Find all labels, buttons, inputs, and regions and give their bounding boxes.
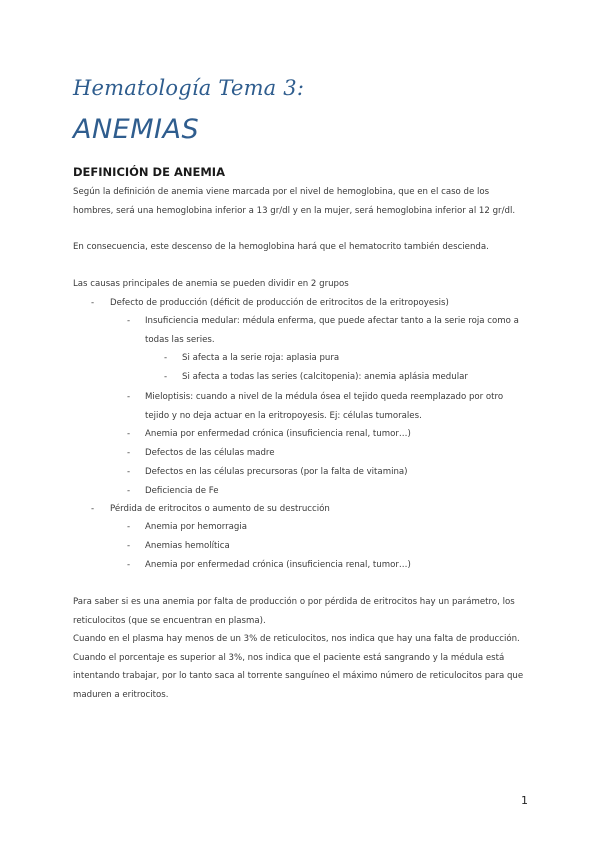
list-bullet: - bbox=[164, 353, 168, 363]
paragraph-consequence: En consecuencia, este descenso de la hemoglobina hará que el hematocrito también descienda. bbox=[73, 242, 489, 252]
list-bullet: - bbox=[127, 429, 131, 439]
list-item: Si afecta a la serie roja: aplasia pura bbox=[182, 353, 340, 363]
paragraph-reticulocytes: Para saber si es una anemia por falta de producción o por pérdida de eritrocitos hay un parámetro, los reticulocitos (que se encuentran en plasma). bbox=[73, 597, 515, 626]
list-item: Defectos en las células precursoras (por la falta de vitamina) bbox=[145, 467, 408, 477]
paragraph-percentage: Cuando en el plasma hay menos de un 3% de reticulocitos, nos indica que hay una falta de producción. Cuando el porcentaje es superior al 3%, nos indica que el paciente está sangrando y la médula está intentando trabajar, por lo tanto saca al torrente sanguíneo el máximo número de reticulocitos para que maduren a eritrocitos. bbox=[73, 634, 524, 700]
list-item: Anemias hemolítica bbox=[145, 541, 230, 551]
section-heading: DEFINICIÓN DE ANEMIA bbox=[73, 165, 225, 179]
list-item: Mieloptisis: cuando a nivel de la médula ósea el tejido queda reemplazado por otro tejido y no deja actuar en la eritropoyesis. Ej: células tumorales. bbox=[145, 392, 504, 421]
page-number: 1 bbox=[521, 794, 528, 807]
list-bullet: - bbox=[127, 541, 131, 551]
list-item: Insuficiencia medular: médula enferma, que puede afectar tanto a la serie roja como a todas las series. bbox=[145, 316, 519, 345]
list-item: Anemia por enfermedad crónica (insuficiencia renal, tumor…) bbox=[145, 429, 411, 439]
list-bullet: - bbox=[127, 467, 131, 477]
list-bullet: - bbox=[127, 448, 131, 458]
list-item: Defectos de las células madre bbox=[145, 448, 275, 458]
document-title: Hematología Tema 3: bbox=[73, 76, 305, 100]
list-bullet: - bbox=[164, 372, 168, 382]
list-bullet: - bbox=[127, 316, 131, 326]
list-bullet: - bbox=[91, 298, 95, 308]
paragraph-causes-intro: Las causas principales de anemia se pueden dividir en 2 grupos bbox=[73, 279, 349, 289]
document-subtitle: ANEMIAS bbox=[73, 114, 200, 145]
list-item: Anemia por hemorragia bbox=[145, 522, 248, 532]
list-bullet: - bbox=[127, 522, 131, 532]
list-item: Anemia por enfermedad crónica (insuficiencia renal, tumor…) bbox=[145, 560, 411, 570]
list-item-group1: Defecto de producción (déficit de producción de eritrocitos de la eritropoyesis) bbox=[110, 298, 449, 308]
list-item: Si afecta a todas las series (calcitopenia): anemia aplásia medular bbox=[182, 372, 468, 382]
paragraph-definition: Según la definición de anemia viene marcada por el nivel de hemoglobina, que en el caso de los hombres, será una hemoglobina inferior a 13 gr/dl y en la mujer, será hemoglobina inferior al 12 gr/dl. bbox=[73, 187, 516, 216]
list-bullet: - bbox=[91, 504, 95, 514]
list-item-group2: Pérdida de eritrocitos o aumento de su destrucción bbox=[110, 504, 330, 514]
list-bullet: - bbox=[127, 560, 131, 570]
list-bullet: - bbox=[127, 392, 131, 402]
list-item: Deficiencia de Fe bbox=[145, 486, 219, 496]
list-bullet: - bbox=[127, 486, 131, 496]
